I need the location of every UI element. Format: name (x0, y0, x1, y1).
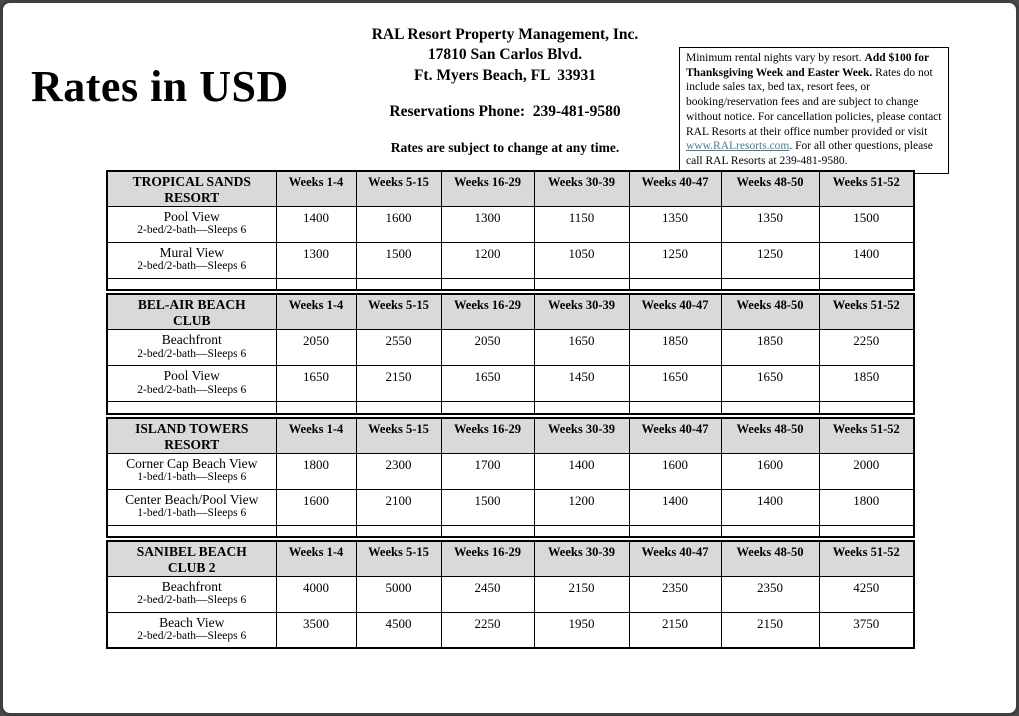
rate-value: 1600 (356, 206, 441, 242)
notice-text-2: Rates do not include sales tax, bed tax, resort fees, or booking/reservation fees and are subject to change without notice. For cancellation policies, please contact RAL Resorts at their office number provided or visit (686, 66, 942, 138)
rate-value: 1650 (276, 366, 356, 402)
week-column-header: Weeks 48-50 (721, 418, 819, 453)
rate-value: 4000 (276, 576, 356, 612)
rate-value: 1800 (276, 453, 356, 489)
week-column-header: Weeks 16-29 (441, 171, 534, 206)
week-column-header: Weeks 40-47 (629, 171, 721, 206)
week-column-header: Weeks 51-52 (819, 418, 914, 453)
resort-name (107, 294, 276, 329)
unit-detail: 2-bed/2-bath—Sleeps 6 (137, 347, 247, 360)
rates-table-section-3 (106, 417, 915, 538)
notice-text-bold: Add $100 for Thanksgiving Week and Easter Week. (686, 52, 929, 79)
rental-notice-box (679, 47, 949, 174)
spacer-row (107, 402, 914, 414)
rate-value: 2000 (819, 453, 914, 489)
week-column-header: Weeks 30-39 (534, 418, 629, 453)
resort-name (107, 418, 276, 453)
week-column-header: Weeks 40-47 (629, 418, 721, 453)
week-column-header: Weeks 51-52 (819, 294, 914, 329)
rates-disclaimer: Rates are subject to change at any time. (390, 140, 620, 156)
rate-value: 1250 (629, 242, 721, 278)
rate-value: 2250 (441, 612, 534, 648)
rate-row (107, 576, 914, 612)
rate-value: 1400 (819, 242, 914, 278)
rate-value: 3500 (276, 612, 356, 648)
rate-value: 2150 (534, 576, 629, 612)
week-column-header: Weeks 1-4 (276, 294, 356, 329)
rate-row (107, 612, 914, 648)
unit-name: Beachfront (161, 578, 222, 594)
rate-value: 1400 (721, 489, 819, 525)
rate-value: 4250 (819, 576, 914, 612)
unit-detail: 2-bed/2-bath—Sleeps 6 (137, 383, 247, 396)
rate-value: 5000 (356, 576, 441, 612)
spacer-row (107, 278, 914, 290)
resort-name (107, 541, 276, 576)
rate-value: 2250 (819, 330, 914, 366)
rate-value: 1250 (721, 242, 819, 278)
reservations-phone: Reservations Phone: 239-481-9580 (389, 103, 621, 121)
week-column-header: Weeks 16-29 (441, 541, 534, 576)
unit-cell (107, 453, 276, 489)
resort-name-line: SANIBEL BEACH (136, 544, 247, 560)
rate-row (107, 206, 914, 242)
week-column-header: Weeks 1-4 (276, 418, 356, 453)
week-column-header: Weeks 48-50 (721, 541, 819, 576)
section-header-row (107, 418, 914, 453)
rate-value: 1500 (819, 206, 914, 242)
week-column-header: Weeks 51-52 (819, 171, 914, 206)
rate-value: 1300 (276, 242, 356, 278)
resort-name-line: RESORT (164, 436, 220, 452)
unit-cell (107, 330, 276, 366)
resort-name-line: CLUB (172, 313, 211, 329)
resort-name-line: BEL-AIR BEACH (137, 297, 246, 313)
rate-value: 1600 (629, 453, 721, 489)
rates-table-section-2 (106, 293, 915, 414)
rate-value: 2550 (356, 330, 441, 366)
unit-name: Corner Cap Beach View (126, 455, 258, 471)
week-column-header: Weeks 5-15 (356, 171, 441, 206)
unit-detail: 2-bed/2-bath—Sleeps 6 (137, 224, 247, 237)
week-column-header: Weeks 30-39 (534, 541, 629, 576)
rate-value: 1150 (534, 206, 629, 242)
rate-value: 1200 (534, 489, 629, 525)
rate-value: 1350 (629, 206, 721, 242)
week-column-header: Weeks 51-52 (819, 541, 914, 576)
rate-value: 3750 (819, 612, 914, 648)
notice-text-1: Minimum rental nights vary by resort. (686, 52, 865, 64)
resort-name (107, 171, 276, 206)
section-header-row (107, 541, 914, 576)
rate-value: 2300 (356, 453, 441, 489)
rate-value: 2350 (721, 576, 819, 612)
rate-value: 1200 (441, 242, 534, 278)
rate-value: 1850 (721, 330, 819, 366)
week-column-header: Weeks 16-29 (441, 418, 534, 453)
unit-name: Beachfront (161, 332, 222, 348)
unit-name: Center Beach/Pool View (125, 491, 259, 507)
rate-value: 2050 (276, 330, 356, 366)
week-column-header: Weeks 1-4 (276, 541, 356, 576)
week-column-header: Weeks 5-15 (356, 294, 441, 329)
rate-value: 2450 (441, 576, 534, 612)
week-column-header: Weeks 30-39 (534, 294, 629, 329)
company-address-line1: 17810 San Carlos Blvd. (427, 46, 583, 64)
rate-row (107, 453, 914, 489)
company-address-line2: Ft. Myers Beach, FL 33931 (413, 66, 597, 84)
week-column-header: Weeks 40-47 (629, 541, 721, 576)
unit-detail: 2-bed/2-bath—Sleeps 6 (137, 630, 247, 643)
rate-row (107, 330, 914, 366)
rates-table-section-1 (106, 170, 915, 291)
rate-value: 1650 (721, 366, 819, 402)
resort-name-line: CLUB 2 (167, 559, 216, 575)
rate-value: 1850 (819, 366, 914, 402)
unit-cell (107, 366, 276, 402)
rates-table-section-4 (106, 540, 915, 649)
rate-value: 1500 (441, 489, 534, 525)
notice-text-3: . For all other questions, please call RAL Resorts at 239-481-9580. (686, 140, 933, 168)
rate-value: 1850 (629, 330, 721, 366)
unit-cell (107, 576, 276, 612)
section-header-row (107, 294, 914, 329)
unit-name: Pool View (163, 368, 220, 384)
week-column-header: Weeks 16-29 (441, 294, 534, 329)
rate-row (107, 366, 914, 402)
unit-cell (107, 489, 276, 525)
week-column-header: Weeks 48-50 (721, 294, 819, 329)
unit-name: Mural View (159, 244, 225, 260)
unit-cell (107, 206, 276, 242)
unit-detail: 1-bed/1-bath—Sleeps 6 (137, 507, 247, 520)
unit-cell (107, 242, 276, 278)
unit-detail: 2-bed/2-bath—Sleeps 6 (137, 260, 247, 273)
week-column-header: Weeks 5-15 (356, 418, 441, 453)
resort-name-line: ISLAND TOWERS (135, 420, 249, 436)
rate-value: 1500 (356, 242, 441, 278)
rate-value: 2150 (721, 612, 819, 648)
week-column-header: Weeks 5-15 (356, 541, 441, 576)
week-column-header: Weeks 1-4 (276, 171, 356, 206)
rate-value: 1400 (534, 453, 629, 489)
rate-value: 1050 (534, 242, 629, 278)
rate-value: 1650 (441, 366, 534, 402)
rate-value: 1600 (721, 453, 819, 489)
company-name: RAL Resort Property Management, Inc. (371, 26, 639, 43)
rate-value: 1950 (534, 612, 629, 648)
rate-value: 4500 (356, 612, 441, 648)
rate-value: 1600 (276, 489, 356, 525)
rate-value: 2150 (629, 612, 721, 648)
unit-name: Beach View (159, 614, 225, 630)
rate-value: 2100 (356, 489, 441, 525)
section-header-row (107, 171, 914, 206)
company-header (305, 25, 705, 156)
unit-cell (107, 612, 276, 648)
unit-name: Pool View (163, 208, 220, 224)
page-title: Rates in USD (31, 62, 289, 111)
rate-value: 1450 (534, 366, 629, 402)
rate-value: 1800 (819, 489, 914, 525)
week-column-header: Weeks 48-50 (721, 171, 819, 206)
rate-row (107, 489, 914, 525)
rate-row (107, 242, 914, 278)
resort-name-line: RESORT (164, 189, 220, 205)
rate-value: 2350 (629, 576, 721, 612)
rate-value: 1650 (629, 366, 721, 402)
ral-resorts-link[interactable]: www.RALresorts.com (686, 140, 790, 153)
rate-value: 1700 (441, 453, 534, 489)
unit-detail: 1-bed/1-bath—Sleeps 6 (137, 471, 247, 484)
rate-value: 1650 (534, 330, 629, 366)
rate-value: 1350 (721, 206, 819, 242)
rate-value: 2150 (356, 366, 441, 402)
unit-detail: 2-bed/2-bath—Sleeps 6 (137, 594, 247, 607)
resort-name-line: TROPICAL SANDS (132, 174, 251, 189)
rate-value: 1400 (276, 206, 356, 242)
week-column-header: Weeks 30-39 (534, 171, 629, 206)
rates-sections (106, 170, 914, 651)
rate-value: 2050 (441, 330, 534, 366)
rate-value: 1300 (441, 206, 534, 242)
spacer-row (107, 525, 914, 537)
rate-value: 1400 (629, 489, 721, 525)
week-column-header: Weeks 40-47 (629, 294, 721, 329)
